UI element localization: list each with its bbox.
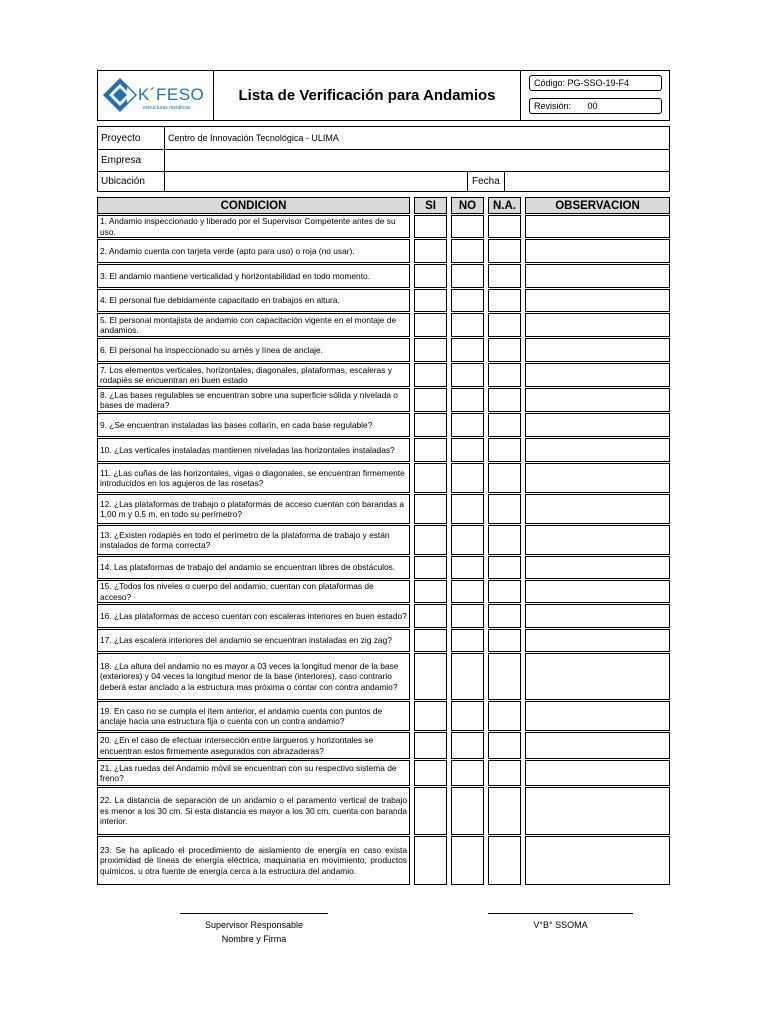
column-header-condicion: CONDICION <box>97 197 410 214</box>
condition-label: 7. Los elementos verticales, horizontales, diagonales, plataformas, escaleras y rodapiés se encuentran en buen estado <box>100 364 392 385</box>
logo-subtext: estructuras metálicas <box>143 105 191 111</box>
observacion-cell[interactable] <box>525 338 670 362</box>
proyecto-value[interactable]: Centro de Innovación Tecnológica - ULIMA <box>168 133 339 143</box>
condition-label: 13. ¿Existen rodapiés en todo el perímetro de la plataforma de trabajo y están instalados de forma correcta? <box>100 529 390 550</box>
kfeso-logo-icon <box>102 77 138 113</box>
column-header-no: NO <box>451 197 484 214</box>
observacion-cell[interactable] <box>525 836 670 885</box>
condition-label: 6. El personal ha inspeccionado su arnés y línea de anclaje. <box>100 344 324 355</box>
condition-label: 2. Andamio cuenta con tarjeta verde (apto para uso) o roja (no usar). <box>100 245 355 256</box>
observacion-cell[interactable] <box>525 604 670 628</box>
condition-text <box>97 239 410 263</box>
na-cell[interactable] <box>488 836 521 885</box>
project-info <box>97 126 670 192</box>
ssoma-label: V°B° SSOMA <box>533 920 588 930</box>
condition-text <box>97 215 410 238</box>
no-cell[interactable] <box>451 338 484 362</box>
condition-text <box>97 363 410 387</box>
si-cell[interactable] <box>414 413 447 437</box>
no-cell[interactable] <box>451 525 484 555</box>
condition-label: 4. El personal fue debidamente capacitado en trabajos en altura. <box>100 295 340 306</box>
no-cell[interactable] <box>451 313 484 337</box>
revision-value: 00 <box>587 101 598 111</box>
na-cell[interactable] <box>488 494 521 524</box>
na-cell[interactable] <box>488 289 521 312</box>
no-cell[interactable] <box>451 388 484 412</box>
na-cell[interactable] <box>488 413 521 437</box>
na-cell[interactable] <box>488 363 521 387</box>
no-cell[interactable] <box>451 653 484 700</box>
condition-label: 3. El andamio mantiene verticalidad y horizontabilidad en todo momento. <box>100 270 371 281</box>
si-cell[interactable] <box>414 525 447 555</box>
si-cell[interactable] <box>414 732 447 759</box>
no-cell[interactable] <box>451 438 484 462</box>
observacion-cell[interactable] <box>525 653 670 700</box>
na-cell[interactable] <box>488 215 521 238</box>
condition-text <box>97 629 410 652</box>
si-cell[interactable] <box>414 338 447 362</box>
observacion-cell[interactable] <box>525 494 670 524</box>
condition-text <box>97 836 410 885</box>
observacion-cell[interactable] <box>525 239 670 263</box>
condition-label: 8. ¿Las bases regulables se encuentran sobre una superficie sólida y nivelada o bases de madera? <box>100 389 398 410</box>
si-cell[interactable] <box>414 363 447 387</box>
observacion-cell[interactable] <box>525 760 670 786</box>
na-cell[interactable] <box>488 629 521 652</box>
na-cell[interactable] <box>488 264 521 288</box>
condition-text <box>97 701 410 731</box>
supervisor-label: Supervisor Responsable <box>204 920 304 930</box>
condition-text <box>97 463 410 493</box>
name-signature-label: Nombre y Firma <box>221 934 287 944</box>
proyecto-label: Proyecto <box>98 127 165 149</box>
observacion-cell[interactable] <box>525 787 670 835</box>
revision-box <box>529 98 662 114</box>
condition-text <box>97 604 410 628</box>
no-cell[interactable] <box>451 239 484 263</box>
condition-label: 22. La distancia de separación de un andamio o el paramento vertical de trabajo es menor a los 30 cm. Si esta distancia es mayor a los 30 cm. cuenta con baranda interior. <box>100 795 407 827</box>
observacion-cell[interactable] <box>525 525 670 555</box>
na-cell[interactable] <box>488 556 521 579</box>
observacion-cell[interactable] <box>525 732 670 759</box>
condition-label: 16. ¿Las plataformas de acceso cuentan con escaleras interiores en buen estado? <box>100 610 407 621</box>
si-cell[interactable] <box>414 629 447 652</box>
condition-text <box>97 494 410 524</box>
no-cell[interactable] <box>451 580 484 603</box>
proyecto-row <box>98 127 669 150</box>
si-cell[interactable] <box>414 556 447 579</box>
condition-text <box>97 787 410 835</box>
si-cell[interactable] <box>414 580 447 603</box>
si-cell[interactable] <box>414 604 447 628</box>
condition-text <box>97 388 410 412</box>
logo-text: K´FESO <box>138 85 205 104</box>
document-code: Código: PG-SSO-19-F4 <box>529 75 662 91</box>
observacion-cell[interactable] <box>525 215 670 238</box>
observacion-cell[interactable] <box>525 413 670 437</box>
observacion-cell[interactable] <box>525 388 670 412</box>
condition-text <box>97 289 410 312</box>
condition-label: 21. ¿Las ruedas del Andamio móvil se encuentran con su respectivo sistema de freno? <box>100 762 397 783</box>
no-cell[interactable] <box>451 363 484 387</box>
na-cell[interactable] <box>488 732 521 759</box>
column-header-na: N.A. <box>488 197 521 214</box>
fecha-label: Fecha <box>467 171 505 192</box>
supervisor-signature-line <box>180 913 328 914</box>
si-cell[interactable] <box>414 388 447 412</box>
revision-label: Revisión: <box>534 101 572 111</box>
na-cell[interactable] <box>488 604 521 628</box>
observacion-cell[interactable] <box>525 264 670 288</box>
ssoma-signature-line <box>488 913 633 914</box>
si-cell[interactable] <box>414 836 447 885</box>
observacion-cell[interactable] <box>525 629 670 652</box>
condition-label: 10. ¿Las verticales instaladas mantienen niveladas las horizontales instaladas? <box>100 444 395 455</box>
no-cell[interactable] <box>451 701 484 731</box>
condition-text <box>97 556 410 579</box>
no-cell[interactable] <box>451 732 484 759</box>
condition-text <box>97 313 410 337</box>
no-cell[interactable] <box>451 836 484 885</box>
condition-text <box>97 580 410 603</box>
si-cell[interactable] <box>414 239 447 263</box>
na-cell[interactable] <box>488 701 521 731</box>
na-cell[interactable] <box>488 388 521 412</box>
condition-text <box>97 653 410 700</box>
observacion-cell[interactable] <box>525 580 670 603</box>
empresa-label: Empresa <box>98 149 165 171</box>
condition-text <box>97 525 410 555</box>
na-cell[interactable] <box>488 313 521 337</box>
page-title: Lista de Verificación para Andamios <box>214 71 521 120</box>
condition-label: 5. El personal montajista de andamio con capacitación vigente en el montaje de andamios. <box>100 314 397 335</box>
no-cell[interactable] <box>451 629 484 652</box>
observacion-cell[interactable] <box>525 701 670 731</box>
condition-label: 17. ¿Las escalera interiores del andamio se encuentran instaladas en zig zag? <box>100 635 392 646</box>
na-cell[interactable] <box>488 653 521 700</box>
condition-label: 9. ¿Se encuentran instaladas las bases collarín, en cada base regulable? <box>100 419 373 430</box>
si-cell[interactable] <box>414 215 447 238</box>
na-cell[interactable] <box>488 787 521 835</box>
observacion-cell[interactable] <box>525 363 670 387</box>
condition-text <box>97 413 410 437</box>
condition-text <box>97 264 410 288</box>
si-cell[interactable] <box>414 787 447 835</box>
logo-cell <box>98 71 214 120</box>
no-cell[interactable] <box>451 494 484 524</box>
no-cell[interactable] <box>451 787 484 835</box>
column-header-si: SI <box>414 197 447 214</box>
condition-label: 1. Andamio inspeccionado y liberado por el Supervisor Competente antes de su uso. <box>100 216 396 237</box>
no-cell[interactable] <box>451 215 484 238</box>
si-cell[interactable] <box>414 760 447 786</box>
si-cell[interactable] <box>414 463 447 493</box>
no-cell[interactable] <box>451 760 484 786</box>
si-cell[interactable] <box>414 313 447 337</box>
si-cell[interactable] <box>414 264 447 288</box>
na-cell[interactable] <box>488 580 521 603</box>
condition-label: 18. ¿La altura del andamio no es mayor a 03 veces la longitud menor de la base (exteriores) y 04 veces la longitud menor de la base (interiores), caso contrario deberá estar anclado a la estructura mas próxima o contar con contra andamio? <box>100 660 399 692</box>
si-cell[interactable] <box>414 438 447 462</box>
document-header <box>97 70 670 121</box>
no-cell[interactable] <box>451 556 484 579</box>
observacion-cell[interactable] <box>525 289 670 312</box>
na-cell[interactable] <box>488 239 521 263</box>
observacion-cell[interactable] <box>525 313 670 337</box>
na-cell[interactable] <box>488 438 521 462</box>
no-cell[interactable] <box>451 604 484 628</box>
condition-text <box>97 338 410 362</box>
observacion-cell[interactable] <box>525 556 670 579</box>
na-cell[interactable] <box>488 525 521 555</box>
si-cell[interactable] <box>414 701 447 731</box>
si-cell[interactable] <box>414 494 447 524</box>
no-cell[interactable] <box>451 413 484 437</box>
condition-text <box>97 438 410 462</box>
condition-label: 19. En caso no se cumpla el ítem anterior, el andamio cuenta con puntos de anclaje hacia una estructura fija o cuenta con un contra andamio? <box>100 705 383 726</box>
condition-label: 20. ¿En el caso de efectuar intersección entre largueros y horizontales se encuentran estos firmemente asegurados con abrazaderas? <box>100 735 374 756</box>
condition-label: 12. ¿Las plataformas de trabajo o plataformas de acceso cuentan con barandas a 1,00 m y 0.5 m, en todo su perímetro? <box>100 498 405 519</box>
no-cell[interactable] <box>451 463 484 493</box>
condition-text <box>97 732 410 759</box>
observacion-cell[interactable] <box>525 438 670 462</box>
condition-label: 15. ¿Todos los niveles o cuerpo del andamio, cuentan con plataformas de acceso? <box>100 581 374 602</box>
column-header-observacion: OBSERVACION <box>525 197 670 214</box>
no-cell[interactable] <box>451 289 484 312</box>
condition-label: 14. Las plataformas de trabajo del andamio se encuentran libres de obstáculos. <box>100 562 396 573</box>
empresa-row <box>98 149 669 172</box>
na-cell[interactable] <box>488 338 521 362</box>
condition-label: 23. Se ha aplicado el procedimiento de aislamiento de energía en caso exista proximidad de líneas de energía eléctrica, maquinaria en movimiento, productos químicos, u otra fuente de energía cerca a la estructura del andamio. <box>100 844 407 876</box>
observacion-cell[interactable] <box>525 463 670 493</box>
ubicacion-row <box>98 171 669 192</box>
na-cell[interactable] <box>488 760 521 786</box>
condition-label: 11. ¿Las cuñas de las horizontales, vigas o diagonales, se encuentran firmemente introducidos en los agujeros de las rosetas? <box>100 467 405 488</box>
condition-text <box>97 760 410 786</box>
ubicacion-label: Ubicación <box>98 171 165 192</box>
no-cell[interactable] <box>451 264 484 288</box>
si-cell[interactable] <box>414 653 447 700</box>
na-cell[interactable] <box>488 463 521 493</box>
si-cell[interactable] <box>414 289 447 312</box>
